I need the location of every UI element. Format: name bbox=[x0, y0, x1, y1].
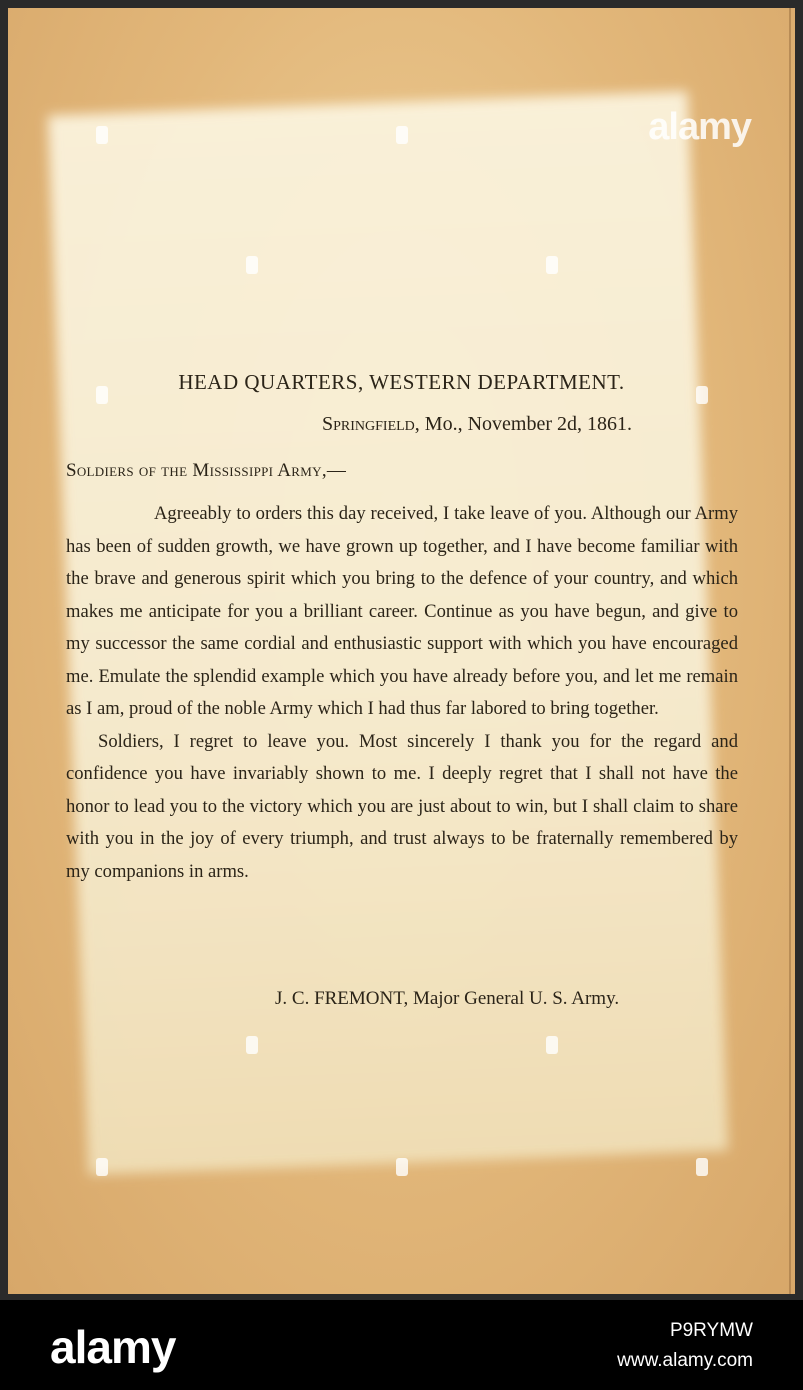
dateline-date: , Mo., November 2d, 1861. bbox=[414, 413, 632, 435]
document-text bbox=[8, 8, 795, 1294]
paragraph-1: Agreeably to orders this day received, I take leave of you. Although our Army has been of sudden growth, we have grown up together, and I have become familiar with the brave and generous spirit which you bring to the defence of your country, and which makes me anticipate for you a brilliant career. Continue as you have begun, and give to my successor the same cordial and enthusiastic support with which you have encouraged me. Emulate the splendid example which you have already before you, and let me remain as I am, proud of the noble Army which I had thus far labored to bring together. bbox=[66, 503, 738, 719]
signature: J. C. FREMONT, Major General U. S. Army. bbox=[275, 988, 620, 1009]
footer-url: www.alamy.com bbox=[617, 1350, 753, 1371]
dateline bbox=[322, 413, 632, 436]
image-id: P9RYMW bbox=[669, 1320, 753, 1341]
paper-sheet bbox=[8, 8, 795, 1294]
letter-body bbox=[66, 498, 738, 888]
salutation: Soldiers of the Mississippi Army,— bbox=[66, 460, 347, 481]
document-heading: HEAD QUARTERS, WESTERN DEPARTMENT. bbox=[178, 370, 625, 394]
paragraph-2: Soldiers, I regret to leave you. Most sincerely I thank you for the regard and confidence you have invariably shown to me. I deeply regret that I shall not have the honor to lead you to the victory which you are just about to win, but I shall claim to share with you in the joy of every triumph, and trust always to be fraternally remembered by my companions in arms. bbox=[66, 730, 738, 882]
watermark-logo: alamy bbox=[648, 106, 751, 148]
dateline-place: Springfield bbox=[322, 413, 415, 435]
footer-logo: alamy bbox=[50, 1321, 176, 1373]
stock-footer bbox=[0, 1300, 803, 1390]
